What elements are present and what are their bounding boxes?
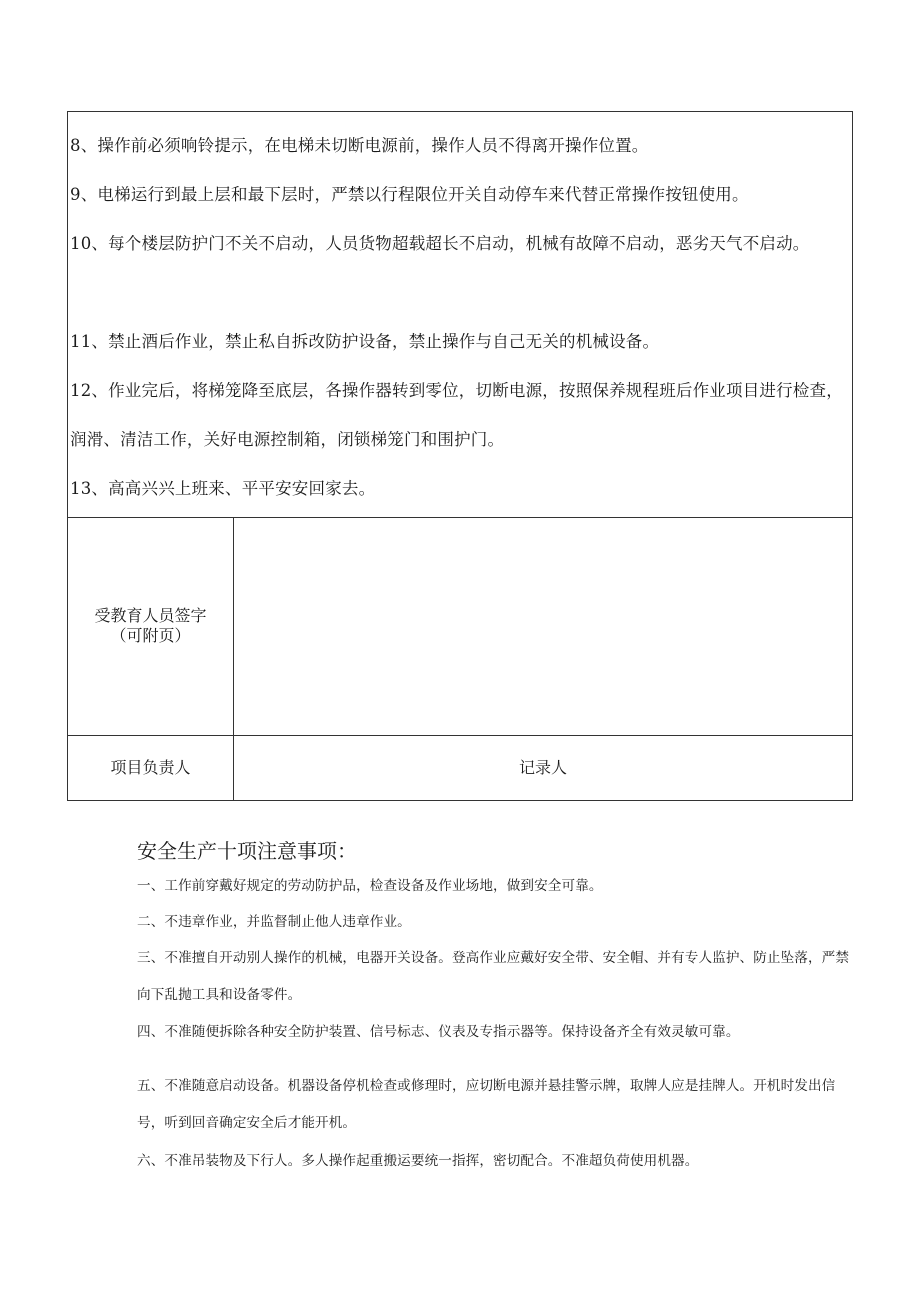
note-item: 三、不准擅自开动别人操作的机械，电器开关设备。登高作业应戴好安全带、安全帽、并有专人监护、防止坠落，严禁向下乱抛工具和设备零件。 [137, 950, 850, 1003]
signature-label-note: （可附页） [110, 626, 191, 645]
responsibility-row [68, 736, 852, 800]
rule-item: 13、高高兴兴上班来、平平安安回家去。 [70, 479, 376, 498]
note-item: 一、工作前穿戴好规定的劳动防护品，检查设备及作业场地，做到安全可靠。 [137, 878, 603, 894]
signature-label: 受教育人员签字 [94, 606, 207, 625]
notes-title: 安全生产十项注意事项： [137, 839, 357, 863]
note-item: 六、不准吊装物及下行人。多人操作起重搬运要统一指挥，密切配合。不准超负荷使用机器。 [137, 1153, 699, 1169]
note-item: 五、不准随意启动设备。机器设备停机检查或修理时，应切断电源并悬挂警示牌，取牌人应是挂牌人。开机时发出信号，听到回音确定安全后才能开机。 [137, 1078, 836, 1131]
project-lead-label: 项目负责人 [110, 758, 191, 777]
rule-item: 9、电梯运行到最上层和最下层时，严禁以行程限位开关自动停车来代替正常操作按钮使用。 [70, 185, 749, 204]
signature-row [68, 518, 852, 736]
signature-field[interactable] [234, 518, 852, 735]
column-divider [233, 518, 234, 800]
recorder-label: 记录人 [518, 758, 567, 777]
note-item: 四、不准随便拆除各种安全防护装置、信号标志、仪表及专指示器等。保持设备齐全有效灵敏可靠。 [137, 1024, 740, 1040]
rule-item: 8、操作前必须响铃提示，在电梯未切断电源前，操作人员不得离开操作位置。 [70, 136, 649, 155]
rule-item: 12、作业完后，将梯笼降至底层，各操作器转到零位，切断电源，按照保养规程班后作业项目进行检查，润滑、清洁工作，关好电源控制箱，闭锁梯笼门和围护门。 [70, 381, 843, 449]
safety-education-table [67, 111, 853, 801]
note-item: 二、不违章作业，并监督制止他人违章作业。 [137, 914, 411, 930]
rule-item: 10、每个楼层防护门不关不启动，人员货物超载超长不启动，机械有故障不启动，恶劣天气不启动。 [70, 234, 810, 253]
operating-rules-cell [68, 112, 852, 518]
rule-item: 11、禁止酒后作业，禁止私自拆改防护设备，禁止操作与自己无关的机械设备。 [70, 332, 660, 351]
